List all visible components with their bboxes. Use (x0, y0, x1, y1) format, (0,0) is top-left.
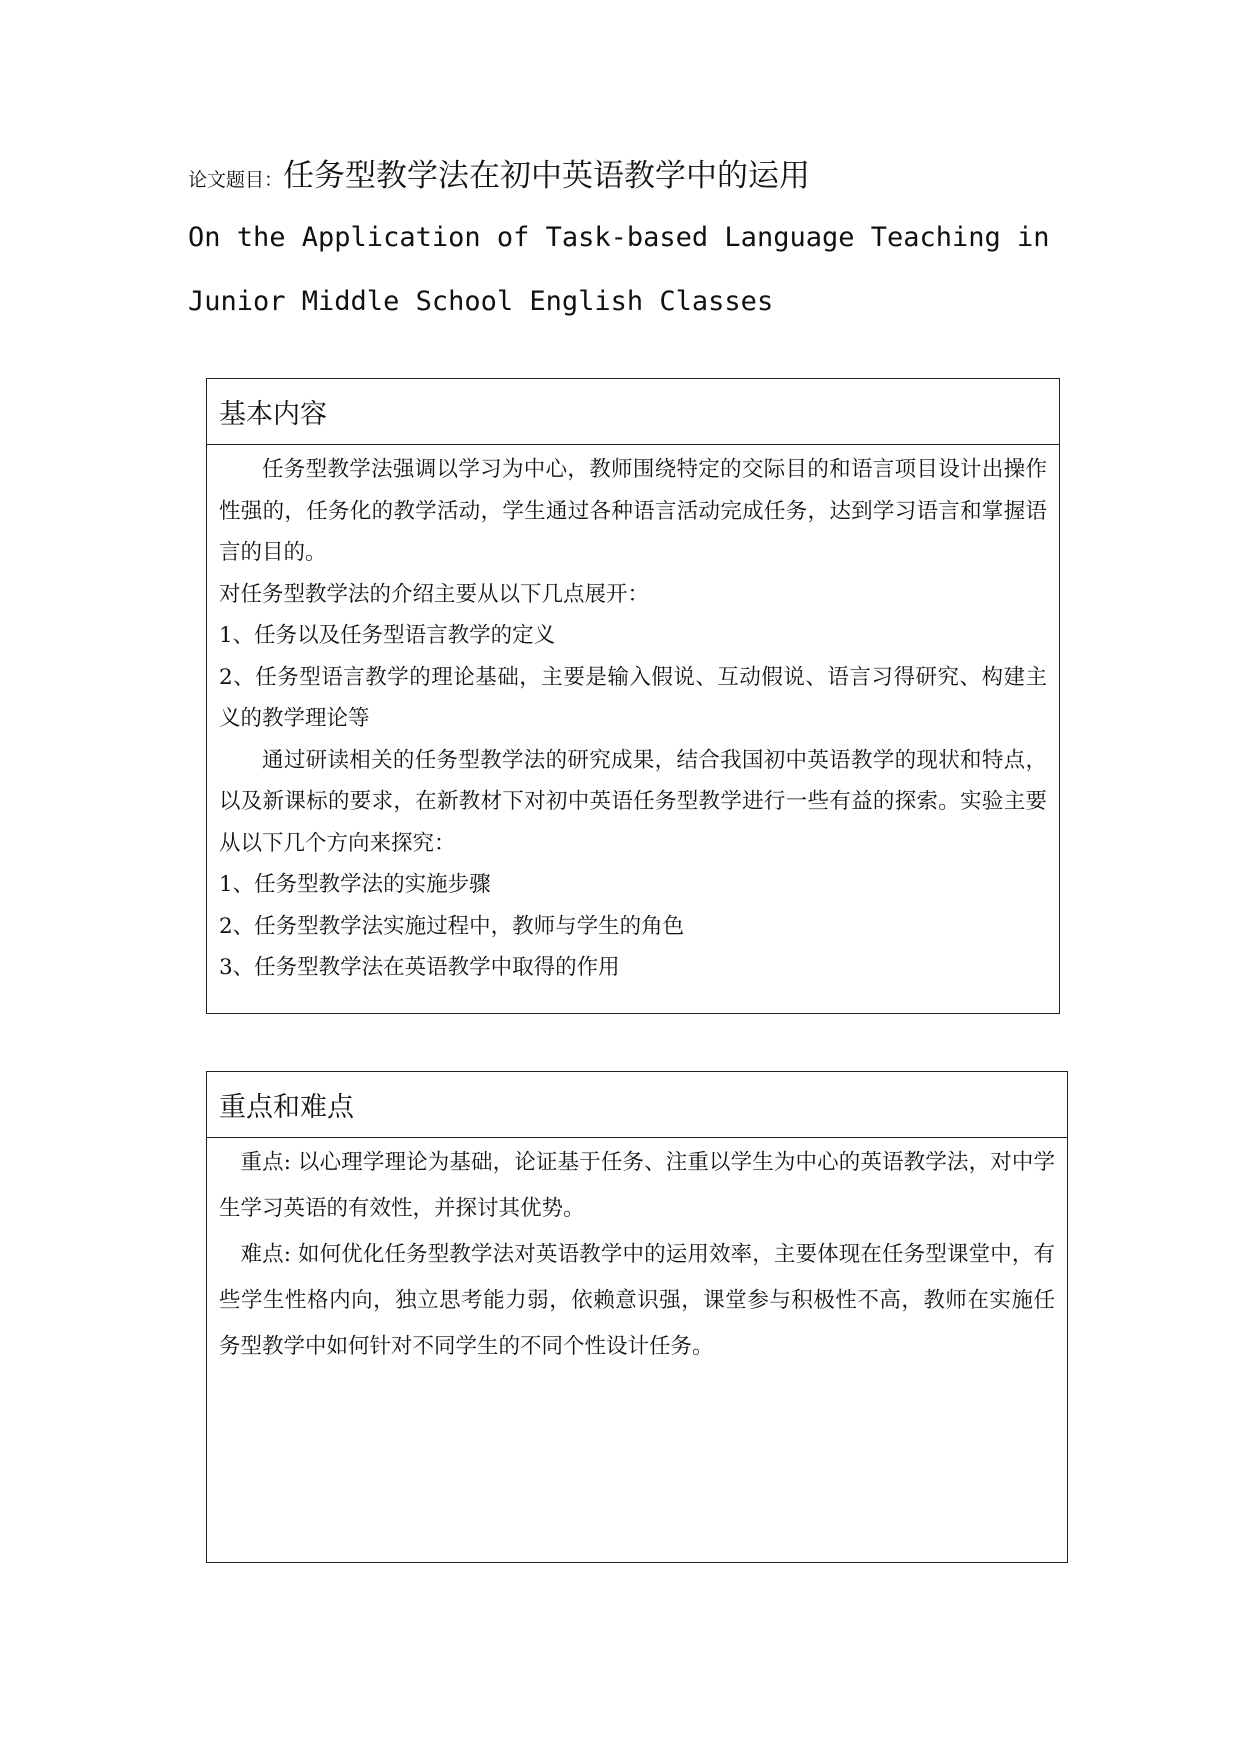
basic-content-body (207, 445, 1059, 993)
list-item: 3、任务型教学法在英语教学中取得的作用 (219, 955, 620, 980)
key-points-heading: 重点和难点 (207, 1072, 1067, 1138)
list-item: 1、任务型教学法的实施步骤 (219, 872, 491, 897)
paragraph: 任务型教学法强调以学习为中心，教师围绕特定的交际目的和语言项目设计出操作性强的，任务化的教学活动，学生通过各种语言活动完成任务，达到学习语言和掌握语言的目的。 (219, 457, 1047, 565)
basic-content-box (206, 378, 1060, 1014)
basic-content-heading: 基本内容 (207, 379, 1059, 445)
key-points-box (206, 1071, 1068, 1563)
list-item: 1、任务以及任务型语言教学的定义 (219, 623, 556, 648)
paragraph: 通过研读相关的任务型教学法的研究成果，结合我国初中英语教学的现状和特点，以及新课标的要求，在新教材下对初中英语任务型教学进行一些有益的探索。实验主要从以下几个方向来探究： (219, 747, 1047, 856)
key-point-paragraph: 重点: 以心理学理论为基础，论证基于任务、注重以学生为中心的英语教学法，对中学生学习英语的有效性，并探讨其优势。 (219, 1150, 1055, 1221)
key-points-body (207, 1138, 1067, 1374)
paragraph: 对任务型教学法的介绍主要从以下几点展开： (219, 581, 650, 607)
difficulty-paragraph: 难点: 如何优化任务型教学法对英语教学中的运用效率，主要体现在任务型课堂中，有些学生性格内向，独立思考能力弱，依赖意识强，课堂参与积极性不高，教师在实施任务型教学中如何针对不同学生的不同个性设计任务。 (219, 1242, 1055, 1359)
list-item: 2、任务型语言教学的理论基础，主要是输入假说、互动假说、语言习得研究、构建主义的教学理论等 (219, 664, 1047, 731)
title-english: On the Application of Task-based Language Teaching in Junior Middle School English Classes (188, 222, 1050, 317)
list-item: 2、任务型教学法实施过程中，教师与学生的角色 (219, 913, 685, 939)
thesis-title-block (188, 150, 1088, 334)
chinese-title (188, 150, 1088, 196)
title-chinese: 任务型教学法在初中英语教学中的运用 (283, 158, 811, 194)
title-label: 论文题目： (188, 169, 284, 191)
